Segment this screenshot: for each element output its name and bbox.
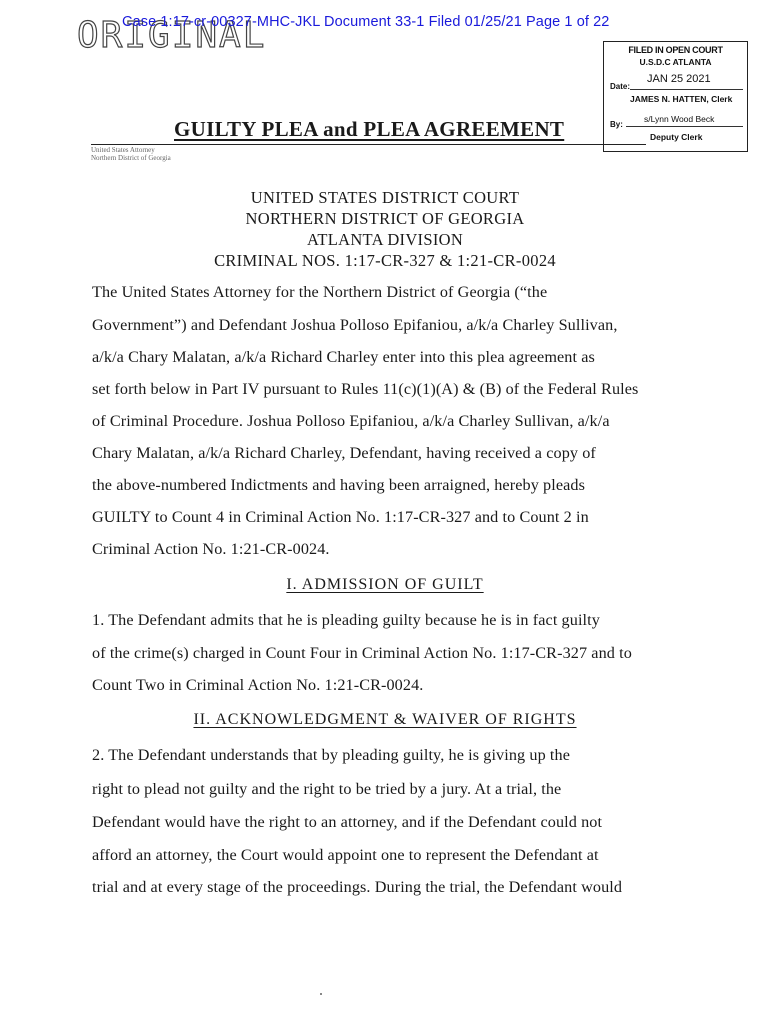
court-line-1: UNITED STATES DISTRICT COURT [250,188,520,207]
document-title: GUILTY PLEA and PLEA AGREEMENT [174,117,565,141]
text-line: GUILTY to Count 4 in Criminal Action No. 1:17-CR-327 and to Count 2 in [92,508,589,526]
text-line: 2. The Defendant understands that by pleading guilty, he is giving up the [92,746,570,764]
filed-date-rule [630,89,743,90]
text-line: Chary Malatan, a/k/a Richard Charley, Defendant, having received a copy of [92,444,596,462]
office-line-1: United States Attorney [91,146,155,154]
filed-date-value: JAN 25 2021 [647,73,711,85]
filed-deputy: Deputy Clerk [650,132,703,142]
filed-date-label: Date: [610,82,631,91]
office-line-2: Northern District of Georgia [91,154,171,162]
filed-by-value: s/Lynn Wood Beck [644,114,715,124]
filed-by-label: By: [610,120,623,129]
filed-clerk: JAMES N. HATTEN, Clerk [630,94,733,104]
text-line: Count Two in Criminal Action No. 1:21-CR-0024. [92,676,424,694]
original-stamp: ORIGINAL [77,15,267,56]
filed-stamp-line1: FILED IN OPEN COURT [628,45,723,55]
court-line-4: CRIMINAL NOS. 1:17-CR-327 & 1:21-CR-0024 [214,251,556,270]
filed-stamp-line2: U.S.D.C ATLANTA [639,57,712,67]
text-line: Criminal Action No. 1:21-CR-0024. [92,540,330,558]
court-line-2: NORTHERN DISTRICT OF GEORGIA [245,209,525,228]
text-line: Government”) and Defendant Joshua Polloso Epifaniou, a/k/a Charley Sullivan, [92,316,618,334]
scan-speck [320,993,322,995]
text-line: a/k/a Chary Malatan, a/k/a Richard Charley enter into this plea agreement as [92,348,595,366]
text-line: the above-numbered Indictments and having been arraigned, hereby pleads [92,476,585,494]
filing-header: Case 1:17-cr-00327-MHC-JKL Document 33-1 Filed 01/25/21 Page 1 of 22 [122,14,610,30]
section-heading-admission-text: I. ADMISSION OF GUILT [286,576,484,593]
text-line: right to plead not guilty and the right to be tried by a jury. At a trial, the [92,780,562,798]
section-heading-waiver [0,711,770,729]
text-line: afford an attorney, the Court would appoint one to represent the Defendant at [92,846,599,864]
section-heading-admission [0,576,770,594]
text-line: 1. The Defendant admits that he is pleading guilty because he is in fact guilty [92,611,600,629]
text-line: of Criminal Procedure. Joshua Polloso Epifaniou, a/k/a Charley Sullivan, a/k/a [92,412,610,430]
filed-by-rule [626,126,743,127]
text-line: Defendant would have the right to an attorney, and if the Defendant could not [92,813,603,831]
text-line: The United States Attorney for the Northern District of Georgia (“the [92,283,548,301]
court-line-3: ATLANTA DIVISION [306,230,464,249]
filed-stamp-box [603,41,748,152]
text-line: of the crime(s) charged in Count Four in Criminal Action No. 1:17-CR-327 and to [92,644,632,662]
title-rule [91,144,646,145]
text-line: set forth below in Part IV pursuant to Rules 11(c)(1)(A) & (B) of the Federal Rules [92,380,639,398]
section-heading-waiver-text: II. ACKNOWLEDGMENT & WAIVER OF RIGHTS [193,711,577,728]
text-line: trial and at every stage of the proceedings. During the trial, the Defendant would [92,878,623,896]
